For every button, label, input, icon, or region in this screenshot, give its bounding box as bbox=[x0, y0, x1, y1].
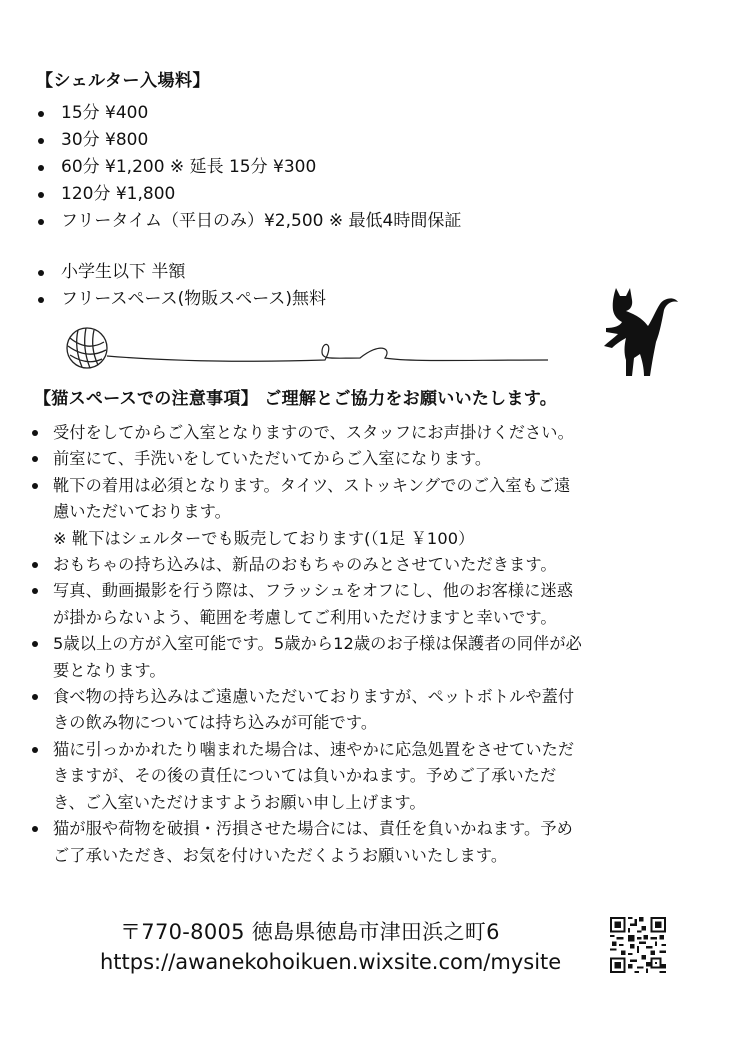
rule-line: きますが、その後の責任については負いかねます。予めご了承いただ bbox=[53, 766, 557, 786]
rule-line: 猫が服や荷物を破損・汚損させた場合には、責任を負いかねます。予め bbox=[53, 819, 573, 839]
rule-line: き、ご入室いただけますようお願い申し上げます。 bbox=[53, 792, 426, 812]
list-item bbox=[30, 552, 710, 578]
rule-line: ※ 靴下はシェルターでも販売しております(（1足 ￥100） bbox=[53, 528, 475, 548]
rule-line: きの飲み物については持ち込みが可能です。 bbox=[53, 713, 378, 733]
list-item bbox=[30, 684, 710, 737]
yarn-ball-divider bbox=[60, 322, 550, 370]
list-item: フリースペース(物販スペース)無料 bbox=[36, 286, 596, 313]
rule-line: 猫に引っかかれたり噛まれた場合は、速やかに応急処置をさせていただ bbox=[53, 739, 575, 759]
rule-line: 受付をしてからご入室となりますので、スタッフにお声掛けください。 bbox=[53, 423, 574, 442]
rules-list bbox=[30, 420, 710, 869]
qr-code[interactable] bbox=[610, 917, 666, 973]
yarn-string bbox=[107, 344, 548, 361]
rule-line: 靴下の着用は必須となります。タイツ、ストッキングでのご入室もご遠 bbox=[53, 475, 571, 495]
list-item bbox=[30, 816, 710, 869]
address-text: 〒770-8005 徳島県徳島市津田浜之町6 bbox=[120, 920, 500, 944]
rule-line: 5歳以上の方が入室可能です。5歳から12歳のお子様は保護者の同伴が必 bbox=[53, 634, 582, 654]
extras-list bbox=[36, 259, 596, 313]
list-item: 120分 ¥1,800 bbox=[36, 181, 656, 208]
list-item: 小学生以下 半額 bbox=[36, 259, 596, 286]
cat-silhouette-icon bbox=[586, 280, 686, 380]
website-link[interactable]: https://awanekohoikuen.wixsite.com/mysite bbox=[100, 950, 562, 974]
list-item bbox=[30, 737, 710, 816]
rule-line: 要となります。 bbox=[53, 660, 166, 680]
list-item: 15分 ¥400 bbox=[36, 100, 656, 127]
rule-line: ご了承いただき、お気を付けいただくようお願いいたします。 bbox=[53, 845, 508, 865]
list-item bbox=[30, 420, 710, 446]
list-item bbox=[30, 631, 710, 684]
rules-heading: 【猫スペースでの注意事項】 ご理解とご協力をお願いいたします。 bbox=[34, 389, 558, 409]
list-item bbox=[30, 578, 710, 631]
list-item: 30分 ¥800 bbox=[36, 127, 656, 154]
yarn-ball-icon bbox=[67, 328, 107, 368]
fees-list bbox=[36, 100, 656, 235]
list-item: フリータイム（平日のみ）¥2,500 ※ 最低4時間保証 bbox=[36, 208, 656, 235]
rule-line: 写真、動画撮影を行う際は、フラッシュをオフにし、他のお客様に迷惑 bbox=[53, 581, 574, 601]
list-item bbox=[30, 446, 710, 472]
rule-line: おもちゃの持ち込みは、新品のおもちゃのみとさせていただきます。 bbox=[53, 555, 557, 575]
fees-heading: 【シェルター入場料】 bbox=[36, 71, 210, 91]
rule-line: 慮いただいております。 bbox=[53, 502, 231, 522]
rule-line: が掛からないよう、範囲を考慮してご利用いただけますと幸いです。 bbox=[53, 607, 557, 627]
list-item: 60分 ¥1,200 ※ 延長 15分 ¥300 bbox=[36, 154, 656, 181]
rule-line: 食べ物の持ち込みはご遠慮いただいておりますが、ペットボトルや蓋付 bbox=[53, 687, 575, 707]
list-item bbox=[30, 473, 710, 552]
rule-line: 前室にて、手洗いをしていただいてからご入室になります。 bbox=[53, 449, 492, 469]
